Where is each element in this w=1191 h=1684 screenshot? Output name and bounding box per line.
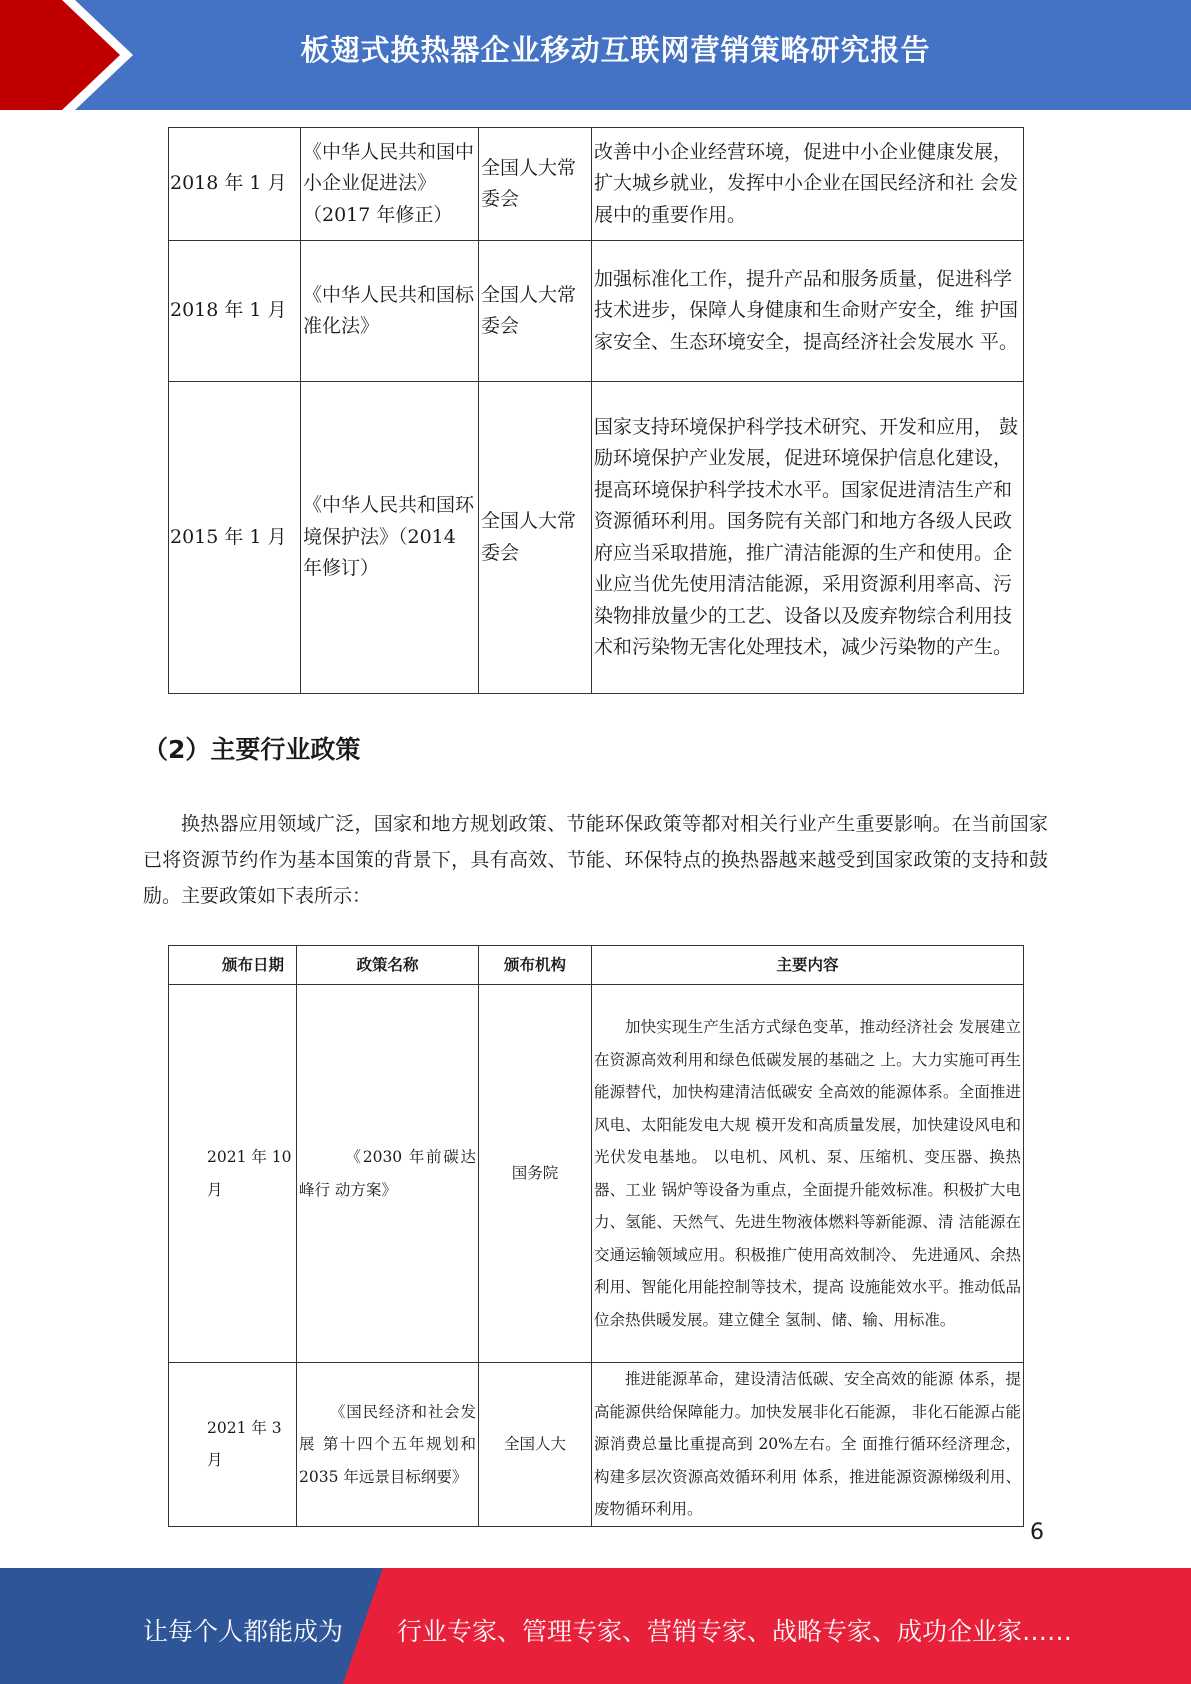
table-cell-issuer: 国务院 (479, 985, 592, 1363)
table-cell-date-text: 2021 年 10 月 (207, 1148, 292, 1199)
table-row (169, 985, 1024, 1363)
table-cell-date (169, 1363, 297, 1527)
policy-table-continued (168, 127, 1024, 694)
table-cell-policy-name (297, 985, 479, 1363)
page-number: 6 (1030, 1520, 1044, 1545)
table-cell-content: 改善中小企业经营环境，促进中小企业健康发展，扩大城乡就业，发挥中小企业在国民经济和社 会发展中的重要作用。 (592, 128, 1024, 241)
footer-slogan-right: 行业专家、管理专家、营销专家、战略专家、成功企业家…… (397, 1617, 1073, 1646)
table-cell-policy-name: 《中华人民共和国标准化法》 (301, 241, 479, 382)
table-row (169, 241, 1024, 382)
table-cell-policy-name-text: 《2030 年前碳达峰行 动方案》 (299, 1148, 476, 1199)
table-cell-policy-name (297, 1363, 479, 1527)
table-cell-content: 推进能源革命，建设清洁低碳、安全高效的能源 体系，提高能源供给保障能力。加快发展非化石能源， 非化石能源占能源消费总量比重提高到 20%左右。全 面推行循环经济理念，构建多层次资源高效循环利用 体系，推进能源资源梯级利用、废物循环利用。 (592, 1363, 1024, 1527)
table-cell-date: 2015 年 1 月 (169, 382, 301, 694)
table-cell-issuer: 全国人大常委会 (479, 382, 592, 694)
table-row (169, 382, 1024, 694)
page-header (0, 0, 1191, 110)
table-cell-issuer: 全国人大常委会 (479, 128, 592, 241)
table-cell-policy-name: 《中华人民共和国环境保护法》（2014 年修订） (301, 382, 479, 694)
page-footer (0, 1568, 1191, 1684)
footer-slogan-left: 让每个人都能成为 (143, 1617, 344, 1646)
table-cell-content: 国家支持环境保护科学技术研究、开发和应用， 鼓励环境保护产业发展，促进环境保护信息化建设， 提高环境保护科学技术水平。国家促进清洁生产和 资源循环利用。国务院有关部门和地方各级人民政 府应当采取措施，推广清洁能源的生产和使用。企 业应当优先使用清洁能源，采用资源利用率高、污染物排放量少的工艺、设备以及废弃物综合利用技 术和污染物无害化处理技术，减少污染物的产生。 (592, 382, 1024, 694)
industry-policy-table (168, 945, 1024, 1527)
table-cell-policy-name: 《中华人民共和国中小企业促进法》（2017 年修正） (301, 128, 479, 241)
table-header-row (169, 946, 1024, 985)
column-header-date: 颁布日期 (169, 946, 297, 985)
section-paragraph: 换热器应用领域广泛，国家和地方规划政策、节能环保政策等都对相关行业产生重要影响。在当前国家已将资源节约作为基本国策的背景下，具有高效、节能、环保特点的换热器越来越受到国家政策的支持和鼓励。主要政策如下表所示： (143, 813, 1048, 907)
table-cell-date: 2018 年 1 月 (169, 128, 301, 241)
table-cell-issuer: 全国人大常委会 (479, 241, 592, 382)
table-row (169, 1363, 1024, 1527)
table-cell-date-text: 2021 年 3 月 (207, 1418, 282, 1470)
column-header-issuer: 颁布机构 (479, 946, 592, 985)
table-cell-date: 2018 年 1 月 (169, 241, 301, 382)
table-cell-issuer: 全国人大 (479, 1363, 592, 1527)
table-row (169, 128, 1024, 241)
report-title: 板翅式换热器企业移动互联网营销策略研究报告 (300, 33, 931, 67)
section-heading: （2）主要行业政策 (143, 735, 361, 764)
column-header-policy-name: 政策名称 (297, 946, 479, 985)
column-header-content: 主要内容 (592, 946, 1024, 985)
table-cell-content: 加强标准化工作，提升产品和服务质量，促进科学技术进步，保障人身健康和生命财产安全，维 护国家安全、生态环境安全，提高经济社会发展水 平。 (592, 241, 1024, 382)
table-cell-content: 加快实现生产生活方式绿色变革，推动经济社会 发展建立在资源高效利用和绿色低碳发展的基础之 上。大力实施可再生能源替代，加快构建清洁低碳安 全高效的能源体系。全面推进风电、太阳能发电大规 模开发和高质量发展，加快建设风电和光伏发电基地。 以电机、风机、泵、压缩机、变压器、换热器、工业 锅炉等设备为重点，全面提升能效标准。积极扩大电 力、氢能、天然气、先进生物液体燃料等新能源、清 洁能源在交通运输领域应用。积极推广使用高效制冷、 先进通风、余热利用、智能化用能控制等技术，提高 设施能效水平。推动低品位余热供暖发展。建立健全 氢制、储、输、用标准。 (592, 985, 1024, 1363)
table-cell-date (169, 985, 297, 1363)
table-cell-policy-name-text: 《国民经济和社会发展 第十四个五年规划和 2035 年远景目标纲要》 (299, 1402, 476, 1486)
